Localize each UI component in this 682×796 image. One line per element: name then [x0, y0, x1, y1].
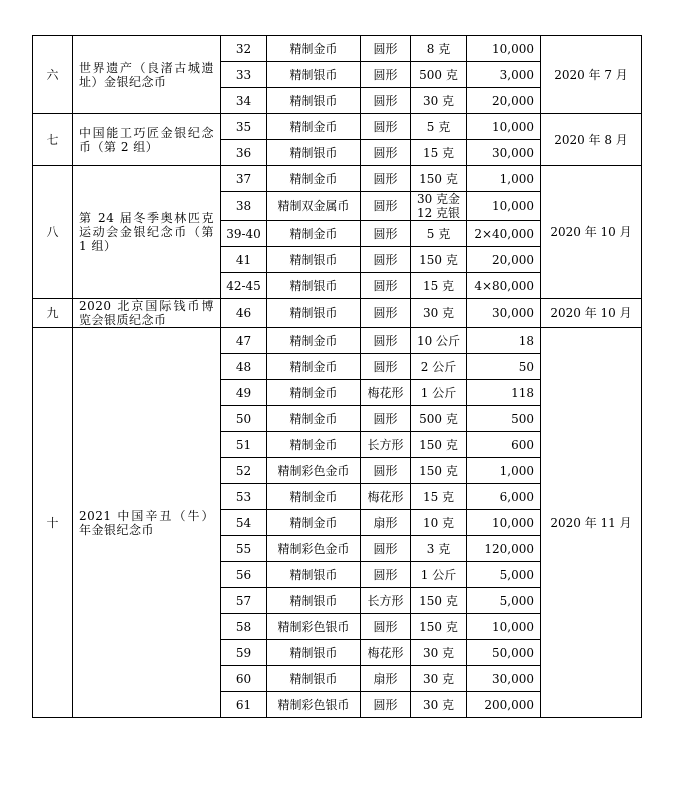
coin-number: 55	[221, 536, 267, 562]
coin-spec: 30 克	[411, 88, 467, 114]
coin-shape: 梅花形	[361, 380, 411, 406]
coin-type: 精制金币	[267, 354, 361, 380]
coin-spec: 1 公斤	[411, 380, 467, 406]
coin-type: 精制银币	[267, 640, 361, 666]
coin-series-name: 世界遗产（良渚古城遗址）金银纪念币	[73, 36, 221, 114]
coin-quantity: 30,000	[467, 140, 541, 166]
coin-quantity: 2×40,000	[467, 221, 541, 247]
coin-quantity: 5,000	[467, 562, 541, 588]
table-row	[33, 166, 642, 192]
group-index: 八	[33, 166, 73, 299]
coin-type: 精制金币	[267, 380, 361, 406]
coin-shape: 扇形	[361, 666, 411, 692]
issue-date: 2020 年 7 月	[541, 36, 642, 114]
coin-number: 48	[221, 354, 267, 380]
coin-quantity: 500	[467, 406, 541, 432]
coin-spec: 500 克	[411, 62, 467, 88]
coin-spec: 150 克	[411, 588, 467, 614]
table-row	[33, 328, 642, 354]
coin-shape: 扇形	[361, 510, 411, 536]
coin-quantity: 5,000	[467, 588, 541, 614]
coin-spec: 30 克	[411, 299, 467, 328]
coin-spec: 15 克	[411, 273, 467, 299]
coin-quantity: 18	[467, 328, 541, 354]
coin-shape: 长方形	[361, 588, 411, 614]
coin-spec: 10 公斤	[411, 328, 467, 354]
coin-shape: 圆形	[361, 36, 411, 62]
coin-number: 33	[221, 62, 267, 88]
coin-spec: 150 克	[411, 614, 467, 640]
coin-type: 精制金币	[267, 114, 361, 140]
coin-number: 32	[221, 36, 267, 62]
coin-number: 53	[221, 484, 267, 510]
coin-quantity: 50	[467, 354, 541, 380]
coin-shape: 圆形	[361, 166, 411, 192]
coin-type: 精制银币	[267, 88, 361, 114]
coin-spec: 150 克	[411, 166, 467, 192]
coin-quantity: 4×80,000	[467, 273, 541, 299]
group-index: 六	[33, 36, 73, 114]
coin-spec: 150 克	[411, 247, 467, 273]
coin-spec: 30 克	[411, 640, 467, 666]
coin-series-name: 第 24 届冬季奥林匹克运动会金银纪念币（第 1 组）	[73, 166, 221, 299]
coin-number: 46	[221, 299, 267, 328]
issue-date: 2020 年 11 月	[541, 328, 642, 718]
coin-shape: 圆形	[361, 406, 411, 432]
issue-date: 2020 年 10 月	[541, 166, 642, 299]
coin-spec: 1 公斤	[411, 562, 467, 588]
coin-quantity: 3,000	[467, 62, 541, 88]
coin-shape: 长方形	[361, 432, 411, 458]
coin-number: 34	[221, 88, 267, 114]
coin-type: 精制银币	[267, 666, 361, 692]
coin-type: 精制彩色金币	[267, 536, 361, 562]
coin-type: 精制金币	[267, 432, 361, 458]
coin-quantity: 118	[467, 380, 541, 406]
coin-type: 精制金币	[267, 406, 361, 432]
coin-type: 精制彩色金币	[267, 458, 361, 484]
coin-shape: 圆形	[361, 273, 411, 299]
coin-shape: 圆形	[361, 692, 411, 718]
coin-series-name: 中国能工巧匠金银纪念币（第 2 组）	[73, 114, 221, 166]
coin-type: 精制金币	[267, 328, 361, 354]
coin-quantity: 30,000	[467, 299, 541, 328]
coin-quantity: 10,000	[467, 114, 541, 140]
table-row	[33, 299, 642, 328]
coin-shape: 圆形	[361, 88, 411, 114]
coin-type: 精制银币	[267, 140, 361, 166]
table-row	[33, 114, 642, 140]
coin-spec: 30 克金 12 克银	[411, 192, 467, 221]
coin-shape: 梅花形	[361, 640, 411, 666]
coin-shape: 圆形	[361, 354, 411, 380]
coin-shape: 圆形	[361, 536, 411, 562]
coin-quantity: 20,000	[467, 247, 541, 273]
coin-shape: 圆形	[361, 114, 411, 140]
coin-type: 精制彩色银币	[267, 692, 361, 718]
coin-type: 精制金币	[267, 36, 361, 62]
coin-spec: 500 克	[411, 406, 467, 432]
coin-type: 精制双金属币	[267, 192, 361, 221]
coin-shape: 圆形	[361, 140, 411, 166]
coin-number: 61	[221, 692, 267, 718]
coin-type: 精制银币	[267, 562, 361, 588]
coin-type: 精制银币	[267, 588, 361, 614]
coin-number: 38	[221, 192, 267, 221]
coin-spec: 2 公斤	[411, 354, 467, 380]
coin-type: 精制银币	[267, 247, 361, 273]
coin-quantity: 20,000	[467, 88, 541, 114]
coin-shape: 圆形	[361, 62, 411, 88]
coin-quantity: 120,000	[467, 536, 541, 562]
coin-issue-table	[32, 35, 642, 718]
coin-series-name: 2021 中国辛丑（牛）年金银纪念币	[73, 328, 221, 718]
coin-quantity: 1,000	[467, 166, 541, 192]
coin-number: 41	[221, 247, 267, 273]
coin-type: 精制彩色银币	[267, 614, 361, 640]
coin-number: 50	[221, 406, 267, 432]
coin-type: 精制银币	[267, 62, 361, 88]
coin-number: 59	[221, 640, 267, 666]
group-index: 七	[33, 114, 73, 166]
coin-quantity: 10,000	[467, 614, 541, 640]
coin-type: 精制金币	[267, 166, 361, 192]
coin-spec: 10 克	[411, 510, 467, 536]
coin-spec: 150 克	[411, 432, 467, 458]
issue-date: 2020 年 8 月	[541, 114, 642, 166]
table-body	[33, 36, 642, 718]
coin-type: 精制金币	[267, 510, 361, 536]
coin-number: 42-45	[221, 273, 267, 299]
coin-shape: 圆形	[361, 192, 411, 221]
coin-series-name: 2020 北京国际钱币博览会银质纪念币	[73, 299, 221, 328]
coin-spec: 5 克	[411, 221, 467, 247]
coin-number: 47	[221, 328, 267, 354]
coin-spec: 30 克	[411, 666, 467, 692]
coin-quantity: 1,000	[467, 458, 541, 484]
coin-number: 51	[221, 432, 267, 458]
coin-shape: 圆形	[361, 299, 411, 328]
coin-number: 37	[221, 166, 267, 192]
coin-spec: 15 克	[411, 140, 467, 166]
coin-number: 60	[221, 666, 267, 692]
coin-spec: 8 克	[411, 36, 467, 62]
coin-quantity: 10,000	[467, 510, 541, 536]
coin-number: 39-40	[221, 221, 267, 247]
coin-number: 52	[221, 458, 267, 484]
table-row	[33, 36, 642, 62]
coin-number: 58	[221, 614, 267, 640]
coin-type: 精制银币	[267, 273, 361, 299]
group-index: 九	[33, 299, 73, 328]
group-index: 十	[33, 328, 73, 718]
coin-shape: 圆形	[361, 614, 411, 640]
coin-shape: 梅花形	[361, 484, 411, 510]
coin-shape: 圆形	[361, 247, 411, 273]
coin-quantity: 10,000	[467, 192, 541, 221]
coin-type: 精制金币	[267, 484, 361, 510]
coin-shape: 圆形	[361, 328, 411, 354]
coin-shape: 圆形	[361, 562, 411, 588]
issue-date: 2020 年 10 月	[541, 299, 642, 328]
coin-spec: 3 克	[411, 536, 467, 562]
coin-type: 精制金币	[267, 221, 361, 247]
coin-quantity: 200,000	[467, 692, 541, 718]
coin-shape: 圆形	[361, 458, 411, 484]
coin-number: 49	[221, 380, 267, 406]
coin-spec: 15 克	[411, 484, 467, 510]
coin-quantity: 600	[467, 432, 541, 458]
coin-number: 57	[221, 588, 267, 614]
coin-number: 35	[221, 114, 267, 140]
coin-quantity: 50,000	[467, 640, 541, 666]
coin-spec: 30 克	[411, 692, 467, 718]
coin-spec: 5 克	[411, 114, 467, 140]
coin-number: 56	[221, 562, 267, 588]
coin-quantity: 30,000	[467, 666, 541, 692]
coin-quantity: 10,000	[467, 36, 541, 62]
coin-shape: 圆形	[361, 221, 411, 247]
coin-number: 54	[221, 510, 267, 536]
coin-quantity: 6,000	[467, 484, 541, 510]
coin-type: 精制银币	[267, 299, 361, 328]
coin-number: 36	[221, 140, 267, 166]
coin-spec: 150 克	[411, 458, 467, 484]
